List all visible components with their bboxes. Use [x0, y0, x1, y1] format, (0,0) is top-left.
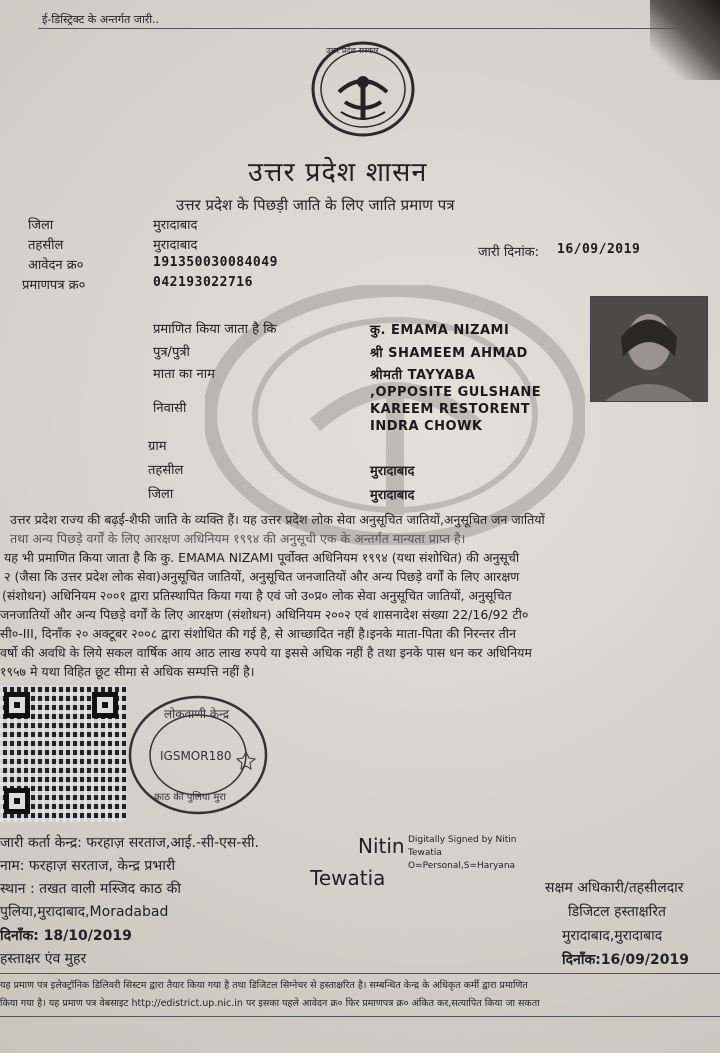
- person-tehsil-label: तहसील: [148, 463, 184, 478]
- district-value: मुरादाबाद: [153, 218, 198, 233]
- resident-label: निवासी: [153, 401, 187, 416]
- village-label: ग्राम: [148, 439, 167, 454]
- emblem-caption: उत्तर प्रदेश सरकार: [326, 46, 379, 55]
- authority-title: सक्षम अधिकारी/तहसीलदार: [545, 880, 684, 896]
- lokvani-kendra-seal-icon: [124, 690, 272, 820]
- issuer-name: नाम: फरहाज़ सरताज, केन्द्र प्रभारी: [0, 858, 176, 874]
- body-line-8: वर्षो की अवधि के लिये सकल वार्षिक आय आठ लाख रुपये या इससे अधिक नहीं है तथा इनके पास धन कर अधिनियम: [0, 645, 532, 660]
- body-line-6: जनजातियों और अन्य पिछड़े वर्गों के लिए आरक्षण (संशोधन) अधिनियम २००२ एवं शासनादेश संख्या 22/16/92 टी०: [0, 607, 529, 622]
- footer-line-2: किया गया है। यह प्रमाण पत्र वेबसाइट http://edistrict.up.nic.in पर इसका पहले आवेदन क्र० फिर प्रमाणपत्र क्र० अंकित कर,सत्यापित किया जा सकता: [0, 998, 540, 1009]
- issuer-center: जारी कर्ता केन्द्र: फरहाज़ सरताज,आई.-सी-एस-सी.: [0, 835, 259, 851]
- person-tehsil-value: मुरादाबाद: [370, 464, 415, 479]
- body-line-7: सी०-III, दिनाँक २० अक्टूबर २००८ द्वारा संशोधित की गई है, से आच्छादित नहीं है।इनके माता-पिता की निरन्तर तीन: [0, 626, 516, 641]
- issuer-date: दिनाँक: 18/10/2019: [0, 928, 132, 944]
- applicant-name: कु. EMAMA NIZAMI: [370, 323, 510, 338]
- issue-date-label: जारी दिनांक:: [478, 245, 540, 260]
- tehsil-label: तहसील: [28, 238, 64, 253]
- mother-name: श्रीमती TAYYABA: [370, 368, 476, 383]
- document-subtitle: उत्तर प्रदेश के पिछड़ी जाति के लिए जाति प्रमाण पत्र: [176, 196, 455, 214]
- digital-signature-line-1: Digitally Signed by Nitin: [408, 835, 517, 845]
- footer-rule: [0, 973, 720, 974]
- mother-label: माता का नाम: [153, 367, 215, 382]
- issuer-signature-label: हस्ताक्षर एंव मुहर: [0, 951, 87, 967]
- address-line-2: KAREEM RESTORENT: [370, 402, 531, 417]
- person-district-label: जिला: [148, 487, 174, 502]
- body-line-9: १९५७ मे यथा विहित छूट सीमा से अधिक सम्पत्ति नहीं है।: [0, 664, 255, 679]
- body-line-2: तथा अन्य पिछड़े वर्गों के लिए आरक्षण अधिनियम १९९४ की अनुसूची एक के अन्तर्गत मान्यता प्राप्त है।: [10, 531, 466, 546]
- signatory-first-name: Nitin: [358, 834, 405, 858]
- body-line-5: (संशोधन) अधिनियम २००१ द्वारा प्रतिस्थापित किया गया है एवं जो उ०प्र० लोक सेवा अनुसूचित जातियों, अनुसूचित: [2, 588, 512, 603]
- page-shadow: [650, 0, 720, 80]
- footer-rule-bottom: [0, 1016, 720, 1017]
- authority-digital-signed: डिजिटल हस्ताक्षरित: [568, 904, 666, 920]
- signatory-last-name: Tewatia: [310, 866, 386, 890]
- seal-bottom-text: काठ की पुलिया मुरा: [154, 792, 226, 803]
- digital-signature-line-3: O=Personal,S=Haryana: [408, 861, 516, 871]
- authority-location: मुरादाबाद,मुरादाबाद: [562, 928, 663, 944]
- qr-code: [0, 686, 126, 822]
- seal-code: IGSMOR180: [160, 749, 232, 763]
- digital-signature-line-2: Tewatia: [408, 848, 442, 858]
- person-district-value: मुरादाबाद: [370, 488, 415, 503]
- person-silhouette-icon: [591, 297, 707, 401]
- qr-finder: [4, 692, 30, 718]
- certified-label: प्रमाणित किया जाता है कि: [153, 322, 277, 337]
- district-label: जिला: [28, 218, 54, 233]
- issue-date: 16/09/2019: [557, 242, 641, 257]
- father-name: श्री SHAMEEM AHMAD: [370, 346, 528, 361]
- qr-finder: [4, 788, 30, 814]
- tehsil-value: मुरादाबाद: [153, 238, 198, 253]
- certificate-number-label: प्रमाणपत्र क्र०: [22, 278, 86, 293]
- issuer-address: पुलिया,मुरादाबाद,Moradabad: [0, 904, 169, 920]
- address-line-1: ,OPPOSITE GULSHANE: [370, 385, 542, 400]
- seal-top-text: लोकवाणी केन्द्र: [164, 707, 230, 721]
- relation-label: पुत्र/पुत्री: [153, 345, 190, 360]
- body-line-3: यह भी प्रमाणित किया जाता है कि कु. EMAMA NIZAMI पूर्वोक्त अधिनियम १९९४ (यथा संशोधित) की अनुसूची: [4, 550, 520, 565]
- document-title: उत्तर प्रदेश शासन: [248, 157, 428, 188]
- certificate-number: 042193022716: [153, 275, 253, 290]
- issuer-location: स्थान : तखत वाली मस्जिद काठ की: [0, 881, 182, 897]
- header-rule: [38, 28, 678, 29]
- qr-finder: [92, 692, 118, 718]
- body-line-1: उत्तर प्रदेश राज्य की बढ़ई-शैफी जाति के व्यक्ति हैं। यह उत्तर प्रदेश लोक सेवा अनुसूचित जातियों,अनुसूचित जन जातियों: [10, 512, 545, 527]
- address-line-3: INDRA CHOWK: [370, 419, 483, 434]
- authority-date: दिनाँक:16/09/2019: [562, 952, 689, 968]
- application-number-label: आवेदन क्र०: [28, 258, 84, 273]
- applicant-photo: [590, 296, 708, 402]
- footer-line-1: यह प्रमाण पत्र इलेक्ट्रॉनिक डिलिवरी सिस्टम द्वारा तैयार किया गया है तथा डिजिटल सिग्नेचर से हस्ताक्षरित है। सम्बन्धित केन्द्र के अधिकृत कर्मी द्वारा प्रमाणित: [0, 980, 528, 991]
- header-note: ई-डिस्ट्रिक्ट के अन्तर्गत जारी..: [42, 13, 160, 26]
- body-line-4: २ (जैसा कि उत्तर प्रदेश लोक सेवा)अनुसूचित जातियों, अनुसूचित जनजातियों और अन्य पिछड़े वर्गों के लिए आरक्षण: [4, 569, 520, 584]
- application-number: 191350030084049: [153, 255, 278, 270]
